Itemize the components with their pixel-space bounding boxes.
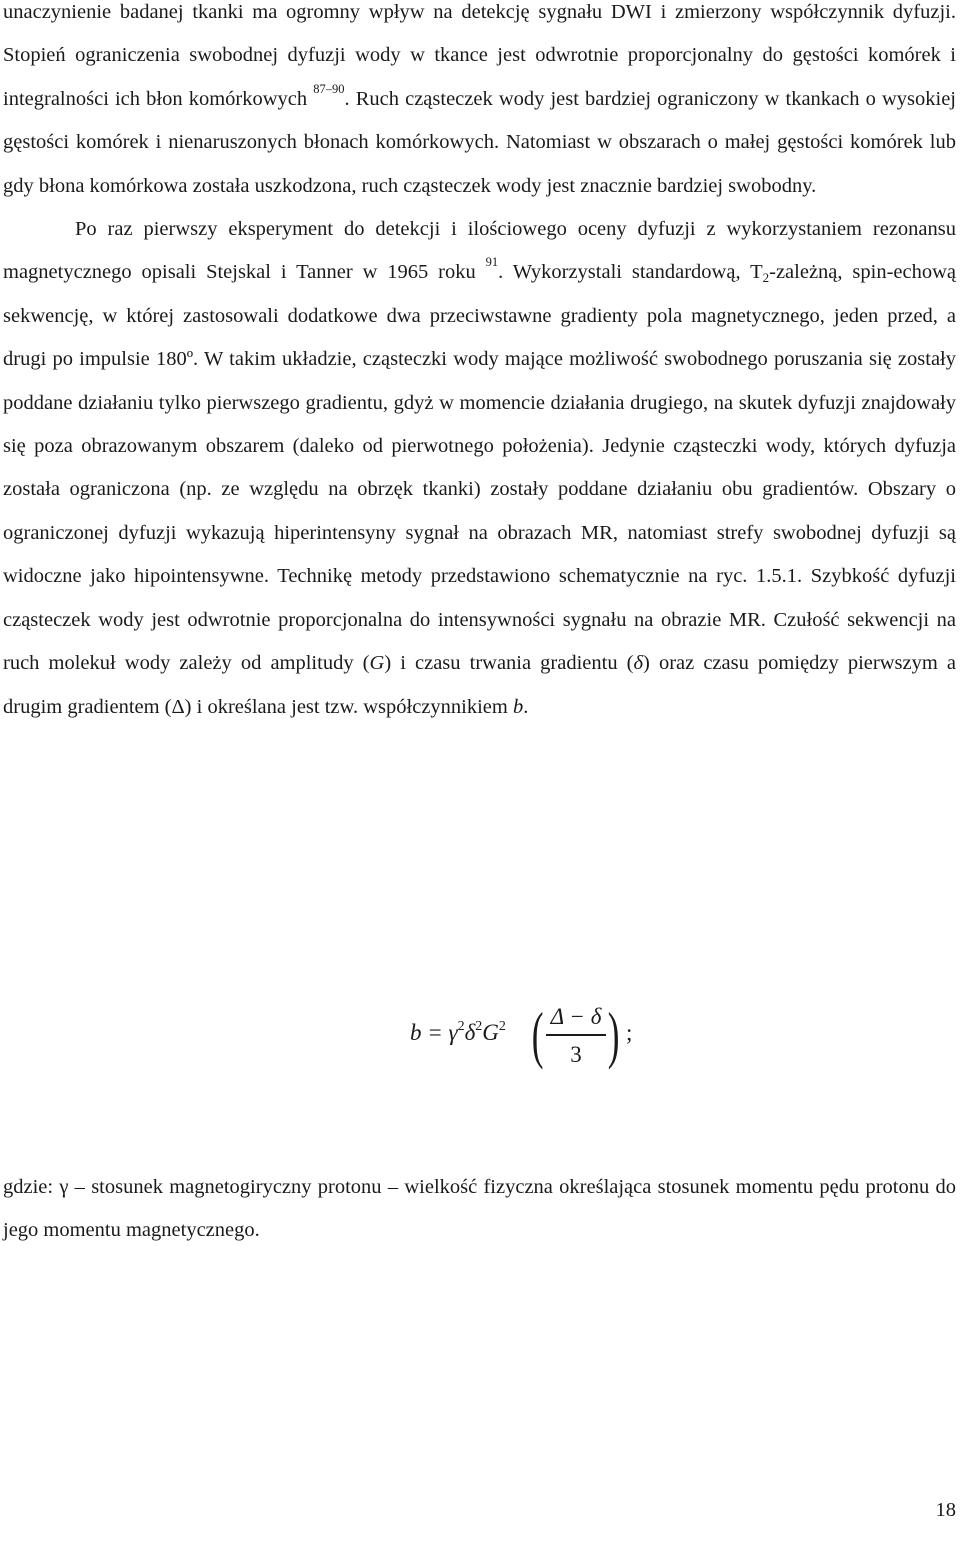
- paragraph1-text-a: unaczynienie badanej tkanki ma ogromny wpływ na detekcję sygnału DWI i zmierzony współczynnik dyfuzji. Stopień ograniczenia swobodnej dyfuzji wody w tkance jest odwrotnie proporcjonalny do gęstości komórek i integralności ich błon komórkowych: [3, 1, 956, 110]
- symbol-delta: δ: [633, 652, 644, 675]
- formula-paren-open: (: [531, 999, 544, 1070]
- paragraph2-text-e: ) oraz czasu pomiędzy pierwszym a drugim gradientem (Δ) i określana jest tzw. współczynnikiem: [3, 652, 956, 718]
- formula-exponent-g: 2: [498, 1019, 506, 1034]
- definition-block: [3, 1166, 956, 1253]
- reference-91: 91: [485, 255, 499, 270]
- paragraph-diffusion-restriction: [3, 0, 956, 208]
- t2-subscript: 2: [762, 270, 770, 286]
- formula-semicolon: ;: [626, 1020, 633, 1045]
- paragraph2-text-d: ) i czasu trwania gradientu (: [384, 652, 634, 675]
- formula-exponent-delta: 2: [475, 1019, 483, 1034]
- paragraph2-text-c: -zależną, spin-echową sekwencję, w której zastosowali dodatkowe dwa przeciwstawne gradienty pola magnetycznego, jeden przed, a drugi po impulsie 180º. W takim układzie, cząsteczki wody mające możliwość swobodnego poruszania się zostały poddane działaniu tylko pierwszego gradientu, gdyż w momencie działania drugiego, na skutek dyfuzji znajdowały się poza obrazowanym obszarem (daleko od pierwotnego położenia). Jedynie cząsteczki wody, których dyfuzja została ograniczona (np. ze względu na obrzęk tkanki) zostały poddane działaniu obu gradientów. Obszary o ograniczonej dyfuzji wykazują hiperintensyny sygnał na obrazach MR, natomiast strefy swobodnej dyfuzji są widoczne jako hipointensywne. Technikę metody przedstawiono schematycznie na ryc. 1.5.1. Szybkość dyfuzji cząsteczek wody jest odwrotnie proporcjonalna do intensywności sygnału na obrazie MR. Czułość sekwencji na ruch molekuł wody zależy od amplitudy (: [3, 261, 957, 675]
- paragraph2-text-b: . Wykorzystali standardową, T: [498, 261, 763, 284]
- formula-delta: δ: [464, 1020, 476, 1045]
- page-number: 18: [935, 1499, 956, 1521]
- symbol-g: G: [369, 652, 385, 675]
- paragraph2-text-f: .: [523, 695, 529, 718]
- symbol-b: b: [512, 695, 524, 718]
- paragraph2-text-a: Po raz pierwszy eksperyment do detekcji i ilościowego oceny dyfuzji z wykorzystaniem rezonansu magnetycznego opisali Stejskal i Tanner w 1965 roku: [3, 218, 956, 284]
- formula-fraction: [544, 1004, 608, 1072]
- definition-gamma: gdzie: γ – stosunek magnetogiryczny protonu – wielkość fizyczna określająca stosunek momentu pędu protonu do jego momentu magnetycznego.: [3, 1176, 956, 1242]
- formula-b-gamma: b = γ: [410, 1020, 458, 1045]
- formula-denominator: 3: [570, 1041, 582, 1067]
- formula-numerator: Δ − δ: [550, 1004, 602, 1029]
- formula-exponent-gamma: 2: [457, 1019, 465, 1034]
- formula-g: G: [482, 1020, 499, 1045]
- paragraph1-text-b: . Ruch cząsteczek wody jest bardziej ograniczony w tkankach o wysokiej gęstości komórek i nienaruszonych błonach komórkowych. Natomiast w obszarach o małej gęstości komórek lub gdy błona komórkowa została uszkodzona, ruch cząsteczek wody jest znacznie bardziej swobodny.: [3, 87, 956, 197]
- document-page: [3, 0, 956, 729]
- formula-paren-close: ): [607, 999, 620, 1070]
- paragraph-stejskal-tanner: [3, 208, 956, 729]
- reference-87-90: 87–90: [313, 81, 345, 96]
- formula-lhs: [410, 1020, 506, 1046]
